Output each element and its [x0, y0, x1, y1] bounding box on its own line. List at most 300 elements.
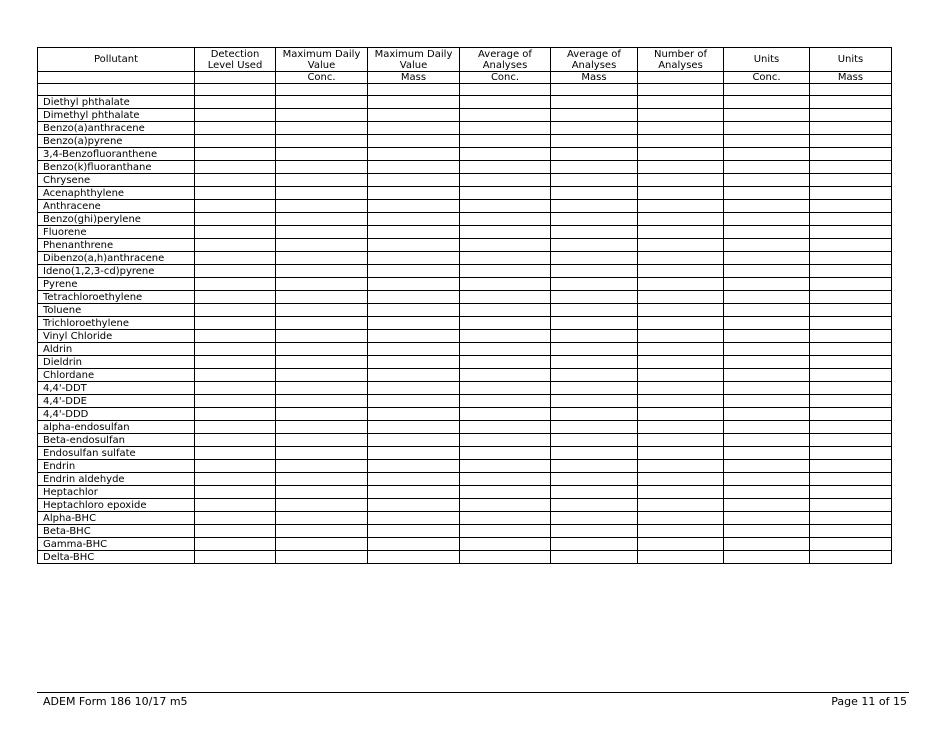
- value-cell[interactable]: [724, 317, 810, 330]
- value-cell[interactable]: [724, 382, 810, 395]
- value-cell[interactable]: [724, 434, 810, 447]
- value-cell[interactable]: [810, 512, 892, 525]
- value-cell[interactable]: [810, 473, 892, 486]
- value-cell[interactable]: [810, 317, 892, 330]
- value-cell[interactable]: [460, 122, 551, 135]
- value-cell[interactable]: [368, 434, 460, 447]
- value-cell[interactable]: [810, 369, 892, 382]
- table-row: [38, 317, 892, 330]
- value-cell[interactable]: [638, 135, 724, 148]
- value-cell[interactable]: [724, 96, 810, 109]
- value-cell[interactable]: [460, 174, 551, 187]
- value-cell[interactable]: [810, 252, 892, 265]
- value-cell[interactable]: [368, 200, 460, 213]
- value-cell[interactable]: [276, 343, 368, 356]
- value-cell[interactable]: [460, 538, 551, 551]
- pollutant-name: Benzo(ghi)perylene: [38, 213, 195, 226]
- value-cell[interactable]: [638, 226, 724, 239]
- value-cell[interactable]: [551, 512, 638, 525]
- value-cell[interactable]: [368, 460, 460, 473]
- value-cell[interactable]: [810, 434, 892, 447]
- value-cell[interactable]: [460, 525, 551, 538]
- value-cell[interactable]: [638, 278, 724, 291]
- value-cell[interactable]: [368, 213, 460, 226]
- value-cell[interactable]: [551, 187, 638, 200]
- value-cell[interactable]: [460, 330, 551, 343]
- value-cell[interactable]: [195, 122, 276, 135]
- value-cell[interactable]: [810, 122, 892, 135]
- value-cell[interactable]: [551, 96, 638, 109]
- value-cell[interactable]: [551, 252, 638, 265]
- value-cell[interactable]: [195, 239, 276, 252]
- value-cell[interactable]: [638, 161, 724, 174]
- value-cell[interactable]: [724, 538, 810, 551]
- value-cell[interactable]: [195, 317, 276, 330]
- value-cell[interactable]: [276, 382, 368, 395]
- value-cell[interactable]: [276, 330, 368, 343]
- value-cell[interactable]: [551, 343, 638, 356]
- table-row: [38, 434, 892, 447]
- value-cell[interactable]: [724, 148, 810, 161]
- value-cell[interactable]: [810, 408, 892, 421]
- value-cell[interactable]: [638, 551, 724, 564]
- value-cell[interactable]: [276, 174, 368, 187]
- value-cell[interactable]: [368, 317, 460, 330]
- value-cell[interactable]: [276, 434, 368, 447]
- value-cell[interactable]: [638, 460, 724, 473]
- value-cell[interactable]: [638, 291, 724, 304]
- value-cell[interactable]: [276, 148, 368, 161]
- value-cell[interactable]: [551, 239, 638, 252]
- table-row: [38, 512, 892, 525]
- value-cell[interactable]: [724, 304, 810, 317]
- value-cell[interactable]: [724, 213, 810, 226]
- value-cell[interactable]: [638, 473, 724, 486]
- value-cell[interactable]: [460, 317, 551, 330]
- value-cell[interactable]: [368, 148, 460, 161]
- value-cell[interactable]: [460, 226, 551, 239]
- value-cell[interactable]: [551, 408, 638, 421]
- value-cell[interactable]: [460, 252, 551, 265]
- value-cell[interactable]: [810, 291, 892, 304]
- value-cell[interactable]: [460, 551, 551, 564]
- value-cell[interactable]: [810, 525, 892, 538]
- value-cell[interactable]: [460, 96, 551, 109]
- value-cell[interactable]: [276, 317, 368, 330]
- value-cell[interactable]: [276, 239, 368, 252]
- value-cell[interactable]: [368, 512, 460, 525]
- value-cell[interactable]: [460, 512, 551, 525]
- value-cell[interactable]: [638, 434, 724, 447]
- value-cell[interactable]: [276, 109, 368, 122]
- value-cell[interactable]: [638, 304, 724, 317]
- spacer-cell: [195, 84, 276, 96]
- value-cell[interactable]: [276, 252, 368, 265]
- value-cell[interactable]: [638, 148, 724, 161]
- value-cell[interactable]: [810, 486, 892, 499]
- value-cell[interactable]: [810, 343, 892, 356]
- value-cell[interactable]: [724, 460, 810, 473]
- value-cell[interactable]: [724, 278, 810, 291]
- value-cell[interactable]: [551, 382, 638, 395]
- value-cell[interactable]: [460, 291, 551, 304]
- value-cell[interactable]: [276, 226, 368, 239]
- value-cell[interactable]: [460, 421, 551, 434]
- value-cell[interactable]: [638, 265, 724, 278]
- value-cell[interactable]: [724, 265, 810, 278]
- value-cell[interactable]: [460, 343, 551, 356]
- value-cell[interactable]: [195, 460, 276, 473]
- value-cell[interactable]: [810, 304, 892, 317]
- value-cell[interactable]: [460, 447, 551, 460]
- value-cell[interactable]: [276, 122, 368, 135]
- value-cell[interactable]: [460, 135, 551, 148]
- value-cell[interactable]: [810, 395, 892, 408]
- value-cell[interactable]: [551, 525, 638, 538]
- col-header-pollutant: Pollutant: [38, 48, 195, 72]
- value-cell[interactable]: [368, 252, 460, 265]
- value-cell[interactable]: [460, 148, 551, 161]
- value-cell[interactable]: [551, 538, 638, 551]
- value-cell[interactable]: [638, 395, 724, 408]
- value-cell[interactable]: [460, 369, 551, 382]
- value-cell[interactable]: [551, 109, 638, 122]
- value-cell[interactable]: [551, 135, 638, 148]
- value-cell[interactable]: [810, 265, 892, 278]
- value-cell[interactable]: [195, 343, 276, 356]
- value-cell[interactable]: [638, 447, 724, 460]
- value-cell[interactable]: [368, 109, 460, 122]
- value-cell[interactable]: [638, 213, 724, 226]
- value-cell[interactable]: [195, 512, 276, 525]
- value-cell[interactable]: [195, 252, 276, 265]
- value-cell[interactable]: [368, 122, 460, 135]
- value-cell[interactable]: [276, 447, 368, 460]
- value-cell[interactable]: [276, 135, 368, 148]
- value-cell[interactable]: [368, 135, 460, 148]
- value-cell[interactable]: [460, 187, 551, 200]
- value-cell[interactable]: [368, 239, 460, 252]
- value-cell[interactable]: [276, 395, 368, 408]
- value-cell[interactable]: [368, 161, 460, 174]
- value-cell[interactable]: [724, 369, 810, 382]
- value-cell[interactable]: [276, 369, 368, 382]
- value-cell[interactable]: [638, 122, 724, 135]
- value-cell[interactable]: [551, 486, 638, 499]
- value-cell[interactable]: [276, 538, 368, 551]
- value-cell[interactable]: [810, 200, 892, 213]
- value-cell[interactable]: [724, 408, 810, 421]
- value-cell[interactable]: [638, 525, 724, 538]
- value-cell[interactable]: [195, 109, 276, 122]
- value-cell[interactable]: [638, 330, 724, 343]
- value-cell[interactable]: [810, 356, 892, 369]
- value-cell[interactable]: [551, 174, 638, 187]
- value-cell[interactable]: [368, 291, 460, 304]
- value-cell[interactable]: [368, 369, 460, 382]
- value-cell[interactable]: [551, 447, 638, 460]
- value-cell[interactable]: [368, 174, 460, 187]
- value-cell[interactable]: [724, 135, 810, 148]
- value-cell[interactable]: [368, 486, 460, 499]
- value-cell[interactable]: [195, 499, 276, 512]
- value-cell[interactable]: [368, 304, 460, 317]
- value-cell[interactable]: [368, 473, 460, 486]
- value-cell[interactable]: [195, 356, 276, 369]
- value-cell[interactable]: [460, 395, 551, 408]
- value-cell[interactable]: [276, 278, 368, 291]
- value-cell[interactable]: [276, 525, 368, 538]
- value-cell[interactable]: [276, 200, 368, 213]
- value-cell[interactable]: [195, 421, 276, 434]
- value-cell[interactable]: [724, 343, 810, 356]
- value-cell[interactable]: [724, 551, 810, 564]
- value-cell[interactable]: [195, 538, 276, 551]
- value-cell[interactable]: [276, 213, 368, 226]
- value-cell[interactable]: [638, 252, 724, 265]
- value-cell[interactable]: [551, 161, 638, 174]
- value-cell[interactable]: [638, 317, 724, 330]
- value-cell[interactable]: [276, 486, 368, 499]
- value-cell[interactable]: [810, 213, 892, 226]
- value-cell[interactable]: [368, 330, 460, 343]
- value-cell[interactable]: [195, 135, 276, 148]
- value-cell[interactable]: [460, 382, 551, 395]
- value-cell[interactable]: [724, 499, 810, 512]
- value-cell[interactable]: [638, 343, 724, 356]
- value-cell[interactable]: [638, 109, 724, 122]
- table-row: [38, 525, 892, 538]
- value-cell[interactable]: [368, 538, 460, 551]
- value-cell[interactable]: [195, 434, 276, 447]
- value-cell[interactable]: [368, 525, 460, 538]
- value-cell[interactable]: [551, 499, 638, 512]
- value-cell[interactable]: [551, 434, 638, 447]
- value-cell[interactable]: [276, 96, 368, 109]
- value-cell[interactable]: [724, 252, 810, 265]
- value-cell[interactable]: [276, 551, 368, 564]
- value-cell[interactable]: [276, 304, 368, 317]
- value-cell[interactable]: [195, 213, 276, 226]
- value-cell[interactable]: [276, 161, 368, 174]
- value-cell[interactable]: [551, 460, 638, 473]
- value-cell[interactable]: [276, 356, 368, 369]
- value-cell[interactable]: [551, 265, 638, 278]
- value-cell[interactable]: [276, 499, 368, 512]
- value-cell[interactable]: [551, 356, 638, 369]
- value-cell[interactable]: [195, 447, 276, 460]
- value-cell[interactable]: [195, 408, 276, 421]
- value-cell[interactable]: [195, 96, 276, 109]
- value-cell[interactable]: [551, 317, 638, 330]
- value-cell[interactable]: [460, 161, 551, 174]
- subheader-cell: Conc.: [460, 72, 551, 84]
- value-cell[interactable]: [368, 421, 460, 434]
- value-cell[interactable]: [638, 200, 724, 213]
- value-cell[interactable]: [460, 265, 551, 278]
- value-cell[interactable]: [195, 226, 276, 239]
- value-cell[interactable]: [368, 551, 460, 564]
- value-cell[interactable]: [551, 395, 638, 408]
- value-cell[interactable]: [368, 96, 460, 109]
- value-cell[interactable]: [276, 291, 368, 304]
- value-cell[interactable]: [195, 174, 276, 187]
- value-cell[interactable]: [724, 187, 810, 200]
- value-cell[interactable]: [638, 96, 724, 109]
- value-cell[interactable]: [276, 512, 368, 525]
- value-cell[interactable]: [460, 304, 551, 317]
- value-cell[interactable]: [195, 473, 276, 486]
- value-cell[interactable]: [460, 213, 551, 226]
- value-cell[interactable]: [810, 226, 892, 239]
- value-cell[interactable]: [724, 512, 810, 525]
- value-cell[interactable]: [551, 473, 638, 486]
- value-cell[interactable]: [460, 486, 551, 499]
- value-cell[interactable]: [638, 356, 724, 369]
- value-cell[interactable]: [195, 369, 276, 382]
- value-cell[interactable]: [195, 291, 276, 304]
- value-cell[interactable]: [460, 408, 551, 421]
- value-cell[interactable]: [368, 278, 460, 291]
- value-cell[interactable]: [810, 382, 892, 395]
- value-cell[interactable]: [195, 525, 276, 538]
- value-cell[interactable]: [724, 473, 810, 486]
- value-cell[interactable]: [810, 460, 892, 473]
- value-cell[interactable]: [638, 174, 724, 187]
- value-cell[interactable]: [551, 421, 638, 434]
- value-cell[interactable]: [810, 447, 892, 460]
- value-cell[interactable]: [460, 109, 551, 122]
- value-cell[interactable]: [638, 512, 724, 525]
- value-cell[interactable]: [724, 226, 810, 239]
- value-cell[interactable]: [551, 200, 638, 213]
- value-cell[interactable]: [810, 239, 892, 252]
- value-cell[interactable]: [276, 187, 368, 200]
- value-cell[interactable]: [368, 395, 460, 408]
- value-cell[interactable]: [724, 356, 810, 369]
- value-cell[interactable]: [551, 122, 638, 135]
- value-cell[interactable]: [810, 148, 892, 161]
- value-cell[interactable]: [551, 148, 638, 161]
- value-cell[interactable]: [810, 187, 892, 200]
- value-cell[interactable]: [551, 226, 638, 239]
- pollutant-name: Alpha-BHC: [38, 512, 195, 525]
- value-cell[interactable]: [724, 161, 810, 174]
- value-cell[interactable]: [638, 499, 724, 512]
- value-cell[interactable]: [638, 239, 724, 252]
- value-cell[interactable]: [810, 330, 892, 343]
- value-cell[interactable]: [368, 382, 460, 395]
- value-cell[interactable]: [551, 551, 638, 564]
- value-cell[interactable]: [195, 265, 276, 278]
- value-cell[interactable]: [368, 499, 460, 512]
- value-cell[interactable]: [551, 291, 638, 304]
- value-cell[interactable]: [724, 421, 810, 434]
- value-cell[interactable]: [276, 421, 368, 434]
- value-cell[interactable]: [810, 538, 892, 551]
- value-cell[interactable]: [810, 135, 892, 148]
- value-cell[interactable]: [460, 278, 551, 291]
- value-cell[interactable]: [638, 421, 724, 434]
- value-cell[interactable]: [195, 200, 276, 213]
- value-cell[interactable]: [368, 265, 460, 278]
- value-cell[interactable]: [638, 408, 724, 421]
- value-cell[interactable]: [638, 486, 724, 499]
- value-cell[interactable]: [724, 239, 810, 252]
- value-cell[interactable]: [810, 109, 892, 122]
- value-cell[interactable]: [638, 538, 724, 551]
- value-cell[interactable]: [195, 278, 276, 291]
- value-cell[interactable]: [810, 96, 892, 109]
- value-cell[interactable]: [724, 174, 810, 187]
- value-cell[interactable]: [724, 447, 810, 460]
- value-cell[interactable]: [551, 330, 638, 343]
- value-cell[interactable]: [368, 447, 460, 460]
- value-cell[interactable]: [638, 382, 724, 395]
- value-cell[interactable]: [195, 161, 276, 174]
- value-cell[interactable]: [551, 304, 638, 317]
- value-cell[interactable]: [724, 330, 810, 343]
- table-row: [38, 187, 892, 200]
- value-cell[interactable]: [195, 148, 276, 161]
- value-cell[interactable]: [276, 460, 368, 473]
- value-cell[interactable]: [195, 382, 276, 395]
- value-cell[interactable]: [810, 551, 892, 564]
- value-cell[interactable]: [460, 200, 551, 213]
- value-cell[interactable]: [195, 551, 276, 564]
- value-cell[interactable]: [724, 122, 810, 135]
- value-cell[interactable]: [195, 330, 276, 343]
- value-cell[interactable]: [368, 187, 460, 200]
- value-cell[interactable]: [368, 356, 460, 369]
- value-cell[interactable]: [276, 473, 368, 486]
- value-cell[interactable]: [195, 486, 276, 499]
- value-cell[interactable]: [460, 356, 551, 369]
- value-cell[interactable]: [810, 499, 892, 512]
- value-cell[interactable]: [195, 395, 276, 408]
- value-cell[interactable]: [276, 265, 368, 278]
- value-cell[interactable]: [638, 187, 724, 200]
- value-cell[interactable]: [810, 161, 892, 174]
- value-cell[interactable]: [551, 369, 638, 382]
- value-cell[interactable]: [460, 434, 551, 447]
- value-cell[interactable]: [276, 408, 368, 421]
- value-cell[interactable]: [195, 187, 276, 200]
- value-cell[interactable]: [638, 369, 724, 382]
- value-cell[interactable]: [368, 408, 460, 421]
- subheader-cell: Mass: [551, 72, 638, 84]
- value-cell[interactable]: [724, 291, 810, 304]
- value-cell[interactable]: [724, 395, 810, 408]
- table-row: [38, 96, 892, 109]
- value-cell[interactable]: [460, 460, 551, 473]
- value-cell[interactable]: [810, 174, 892, 187]
- value-cell[interactable]: [368, 343, 460, 356]
- value-cell[interactable]: [460, 499, 551, 512]
- value-cell[interactable]: [724, 200, 810, 213]
- value-cell[interactable]: [460, 473, 551, 486]
- value-cell[interactable]: [810, 421, 892, 434]
- value-cell[interactable]: [368, 226, 460, 239]
- value-cell[interactable]: [551, 278, 638, 291]
- value-cell[interactable]: [810, 278, 892, 291]
- value-cell[interactable]: [724, 486, 810, 499]
- value-cell[interactable]: [195, 304, 276, 317]
- value-cell[interactable]: [551, 213, 638, 226]
- value-cell[interactable]: [724, 109, 810, 122]
- value-cell[interactable]: [460, 239, 551, 252]
- value-cell[interactable]: [724, 525, 810, 538]
